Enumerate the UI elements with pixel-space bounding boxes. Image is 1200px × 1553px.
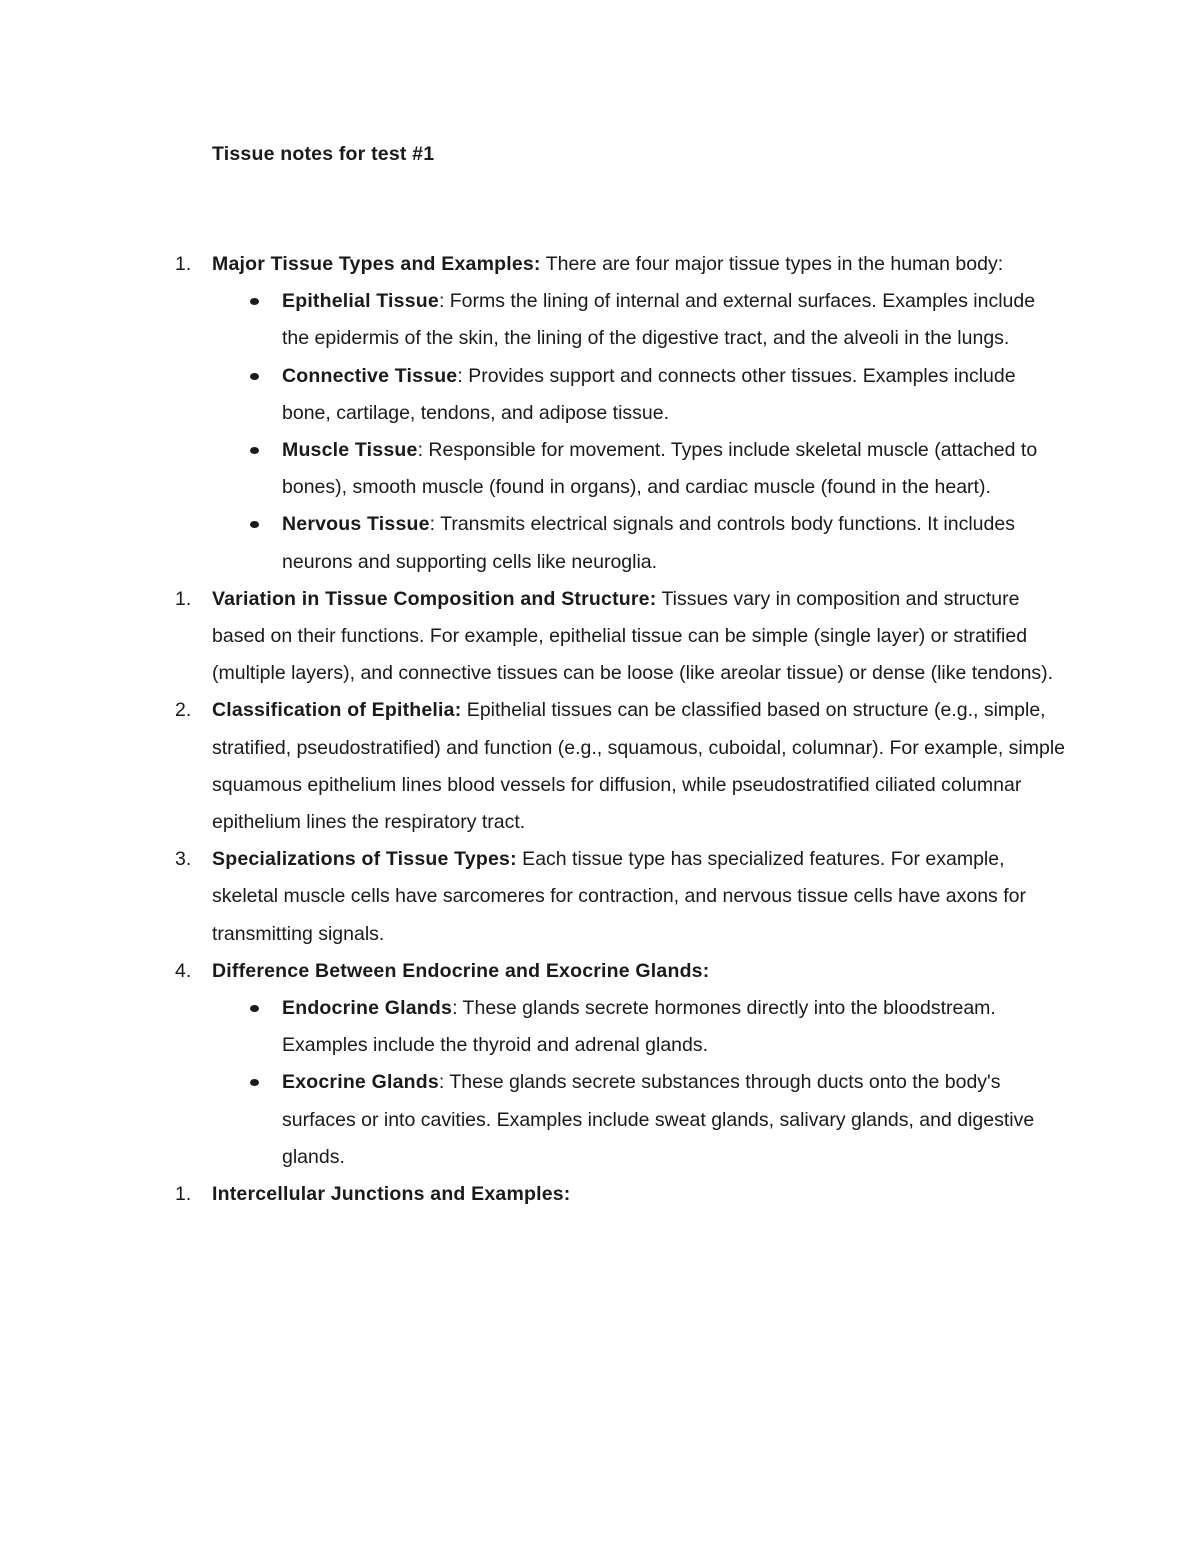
bullet-item-exocrine-glands <box>212 1064 1062 1176</box>
section-heading: Specializations of Tissue Types: <box>212 848 517 871</box>
list-number: 1. <box>175 1183 192 1206</box>
section-heading: Intercellular Junctions and Examples: <box>212 1183 571 1206</box>
list-number: 1. <box>175 587 192 610</box>
document-title: Tissue notes for test #1 <box>212 143 435 165</box>
bullet-term: Endocrine Glands <box>282 997 453 1020</box>
list-item-intercellular-junctions <box>0 1176 1072 1213</box>
list-number: 2. <box>175 699 192 722</box>
section-text: Each tissue type has specialized features. For example, skeletal muscle cells have sarcomeres for contraction, and nervous tissue cells have axons for transmitting signals. <box>212 848 1026 945</box>
list-item-specializations <box>0 841 1072 953</box>
bullet-text: : Responsible for movement. Types include skeletal muscle (attached to bones), smooth muscle (found in organs), and cardiac muscle (found in the heart). <box>282 439 1038 499</box>
bullet-item-connective-tissue <box>212 358 1062 432</box>
list-number: 4. <box>175 959 192 982</box>
bullet-term: Connective Tissue <box>282 364 458 387</box>
bullet-term: Muscle Tissue <box>282 439 418 462</box>
list-item-variation <box>0 581 1072 693</box>
section-heading: Variation in Tissue Composition and Structure: <box>212 587 657 610</box>
bullet-list <box>212 990 1072 1176</box>
section-heading: Classification of Epithelia: <box>212 699 462 722</box>
list-number: 1. <box>175 253 192 275</box>
bullet-item-muscle-tissue <box>212 432 1062 506</box>
bullet-text: : Provides support and connects other tissues. Examples include bone, cartilage, tendons, and adipose tissue. <box>282 364 1016 424</box>
list-item-glands <box>0 953 1072 1176</box>
bullet-text: : Transmits electrical signals and controls body functions. It includes neurons and supporting cells like neuroglia. <box>282 513 1015 573</box>
list-item-major-tissue-types <box>0 246 1072 581</box>
bullet-icon <box>250 447 259 454</box>
bullet-term: Epithelial Tissue <box>282 290 439 313</box>
bullet-icon <box>250 521 259 528</box>
section-text: Epithelial tissues can be classified based on structure (e.g., simple, stratified, pseudostratified) and function (e.g., squamous, cuboidal, columnar). For example, simple squamous epithelium lines blood vessels for diffusion, while pseudostratified ciliated columnar epithelium lines the respiratory tract. <box>212 699 1066 834</box>
bullet-term: Exocrine Glands <box>282 1071 439 1094</box>
bullet-term: Nervous Tissue <box>282 513 430 536</box>
bullet-icon <box>250 298 259 305</box>
bullet-text: : These glands secrete hormones directly into the bloodstream. Examples include the thyroid and adrenal glands. <box>282 997 996 1057</box>
section-text: There are four major tissue types in the human body: <box>540 253 1004 275</box>
bullet-icon <box>250 1079 259 1086</box>
bullet-item-epithelial-tissue <box>212 283 1062 357</box>
bullet-icon <box>250 1005 259 1012</box>
bullet-text: : These glands secrete substances through ducts onto the body's surfaces or into cavities. Examples include sweat glands, salivary glands, and digestive glands. <box>282 1071 1035 1168</box>
bullet-item-nervous-tissue <box>212 506 1062 580</box>
section-heading: Major Tissue Types and Examples: <box>212 253 541 275</box>
list-number: 3. <box>175 848 192 871</box>
bullet-text: : Forms the lining of internal and external surfaces. Examples include the epidermis of the skin, the lining of the digestive tract, and the alveoli in the lungs. <box>282 290 1036 350</box>
list-item-classification <box>0 692 1072 841</box>
section-text: Tissues vary in composition and structure based on their functions. For example, epithelial tissue can be simple (single layer) or stratified (multiple layers), and connective tissues can be loose (like areolar tissue) or dense (like tendons). <box>212 587 1054 685</box>
bullet-list <box>212 283 1072 581</box>
bullet-item-endocrine-glands <box>212 990 1062 1064</box>
document-body <box>0 246 1200 1213</box>
section-heading: Difference Between Endocrine and Exocrine Glands: <box>212 959 710 982</box>
bullet-icon <box>250 373 259 380</box>
